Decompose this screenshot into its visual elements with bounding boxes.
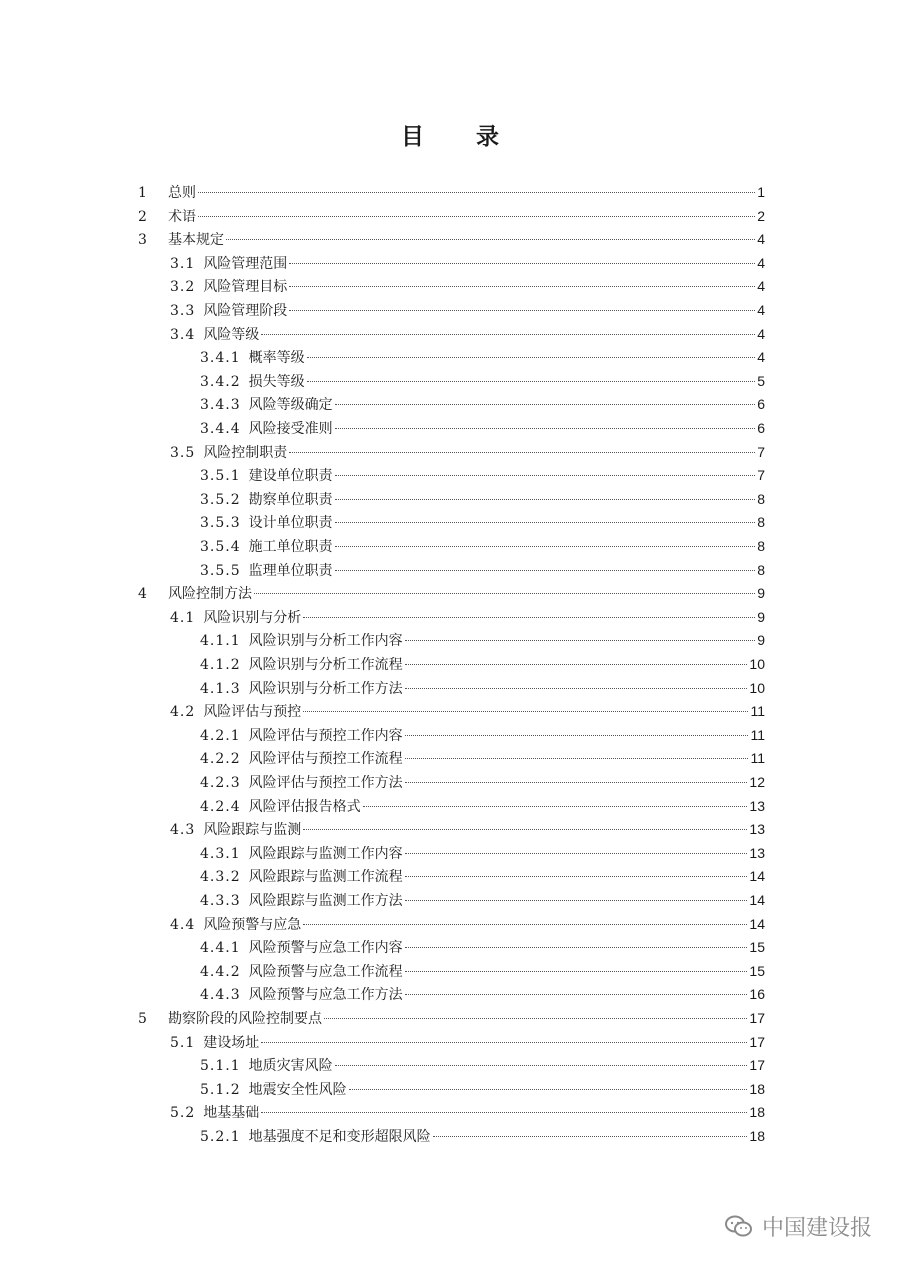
toc-entry[interactable] [170, 251, 765, 275]
toc-entry-label: 风险预警与应急工作内容 [248, 940, 403, 957]
toc-entry-label: 地基强度不足和变形超限风险 [248, 1129, 431, 1145]
toc-entry[interactable] [170, 699, 765, 723]
toc-entry-number: 3.4 [170, 326, 196, 343]
toc-entry-label: 风险等级 [203, 326, 260, 343]
dot-leader [405, 664, 748, 665]
dot-leader [335, 546, 756, 547]
toc-entry[interactable] [200, 392, 765, 416]
toc-entry-label: 地震安全性风险 [248, 1081, 347, 1098]
toc-entry-label: 风险评估与预控 [203, 704, 302, 721]
toc-entry-page: 9 [757, 632, 765, 649]
toc-entry[interactable] [200, 510, 765, 534]
toc-entry-number: 1 [138, 185, 148, 201]
dot-leader [307, 381, 756, 382]
toc-entry-label: 风险管理目标 [203, 279, 288, 296]
toc-entry[interactable] [138, 1006, 765, 1030]
dot-leader [405, 876, 748, 877]
toc-entry-number: 5 [138, 1011, 148, 1027]
toc-entry-label: 基本规定 [168, 232, 224, 249]
toc-entry[interactable] [200, 463, 765, 487]
dot-leader [335, 475, 756, 476]
toc-entry[interactable] [200, 369, 765, 393]
dot-leader [405, 640, 756, 641]
toc-entry-number: 4.1.2 [200, 657, 241, 673]
toc-entry-page: 8 [757, 538, 765, 554]
toc-entry-number: 5.1.1 [200, 1058, 241, 1075]
toc-entry[interactable] [200, 935, 765, 959]
toc-entry-page: 13 [749, 844, 765, 861]
toc-entry-label: 风险管理范围 [203, 255, 288, 272]
toc-entry[interactable] [138, 581, 765, 605]
toc-entry[interactable] [170, 322, 765, 346]
toc-entry-label: 地基基础 [203, 1105, 260, 1122]
toc-entry-label: 损失等级 [248, 373, 305, 390]
toc-entry-number: 4.2 [170, 704, 196, 721]
toc-entry-label: 设计单位职责 [248, 515, 333, 532]
toc-entry[interactable] [170, 1030, 765, 1054]
dot-leader [405, 735, 749, 736]
toc-entry-number: 3.5 [170, 444, 196, 461]
toc-entry-page: 17 [749, 1033, 765, 1050]
toc-entry-number: 4.3 [170, 822, 196, 839]
dot-leader [289, 452, 755, 453]
dot-leader [289, 286, 755, 287]
toc-entry-page: 15 [749, 962, 765, 979]
toc-entry-label: 风险识别与分析工作内容 [248, 633, 403, 650]
toc-entry-page: 6 [757, 420, 765, 436]
toc-entry-label: 风险跟踪与监测工作方法 [248, 893, 403, 909]
toc-entry-number: 3.5.4 [200, 539, 241, 555]
toc-entry-page: 11 [750, 750, 765, 767]
dot-leader [433, 1136, 748, 1137]
toc-entry-page: 9 [757, 585, 765, 602]
toc-entry-number: 3.4.1 [200, 350, 241, 367]
toc-entry-page: 18 [749, 1080, 765, 1097]
toc-entry-label: 风险控制方法 [168, 586, 252, 603]
toc-entry-page: 18 [749, 1104, 765, 1121]
toc-entry-number: 4.4.2 [200, 963, 241, 980]
toc-entry-page: 6 [757, 396, 765, 413]
toc-entry-number: 3.5.5 [200, 562, 241, 579]
toc-entry[interactable] [200, 652, 765, 676]
toc-entry-label: 风险识别与分析工作方法 [248, 680, 403, 697]
toc-entry[interactable] [200, 628, 765, 652]
toc-entry-number: 5.1.2 [200, 1081, 241, 1098]
dot-leader [303, 829, 747, 830]
toc-entry[interactable] [170, 912, 765, 936]
toc-entry-label: 建设单位职责 [248, 468, 333, 485]
dot-leader [405, 971, 748, 972]
toc-entry-label: 术语 [168, 208, 196, 225]
toc-entry-page: 5 [757, 372, 765, 389]
dot-leader [405, 688, 748, 689]
toc-entry-page: 4 [757, 254, 765, 271]
toc-entry-page: 7 [757, 467, 765, 484]
toc-entry-page: 8 [757, 514, 765, 531]
toc-entry-label: 总则 [168, 185, 196, 201]
page-title: 目 录 [400, 123, 521, 150]
toc-entry[interactable] [170, 817, 765, 841]
toc-entry[interactable] [200, 864, 765, 888]
toc-entry-label: 地质灾害风险 [248, 1058, 333, 1075]
toc-entry[interactable] [138, 204, 765, 228]
dot-leader [261, 1042, 747, 1043]
toc-entry-page: 17 [749, 1057, 765, 1074]
dot-leader [289, 263, 755, 264]
toc-entry-number: 4 [138, 586, 148, 603]
toc-entry[interactable] [170, 440, 765, 464]
toc-entry-number: 3.3 [170, 303, 196, 319]
toc-entry-number: 4.3.1 [200, 845, 241, 862]
toc-entry-number: 3.4.2 [200, 373, 241, 390]
toc-entry-label: 概率等级 [248, 350, 305, 367]
toc-entry-number: 3.4.3 [200, 397, 241, 414]
toc-entry-number: 4.3.2 [200, 869, 241, 886]
toc-entry-number: 4.1.3 [200, 680, 241, 697]
toc-entry-label: 风险预警与应急工作流程 [248, 963, 403, 980]
dot-leader [405, 782, 748, 783]
toc-entry-label: 勘察单位职责 [248, 491, 333, 508]
dot-leader [307, 357, 756, 358]
dot-leader [405, 758, 749, 759]
watermark-text: 中国建设报 [761, 1216, 872, 1241]
dot-leader [335, 428, 756, 429]
toc-entry[interactable] [170, 1100, 765, 1124]
toc-entry-number: 4.4 [170, 916, 196, 933]
toc-entry-label: 风险评估报告格式 [248, 798, 361, 815]
toc-entry[interactable] [138, 180, 765, 204]
toc-entry-page: 16 [749, 986, 765, 1003]
toc-entry[interactable] [170, 274, 765, 298]
toc-entry[interactable] [200, 746, 765, 770]
toc-entry-label: 风险评估与预控工作流程 [248, 751, 403, 768]
toc-entry-label: 风险跟踪与监测工作内容 [248, 845, 403, 862]
toc-entry-label: 施工单位职责 [248, 539, 333, 555]
toc-entry-page: 2 [757, 207, 765, 224]
toc-entry-label: 监理单位职责 [248, 562, 333, 579]
toc-entry-page: 4 [757, 325, 765, 342]
toc-entry-number: 4.1 [170, 609, 196, 626]
toc-entry-label: 风险预警与应急工作方法 [248, 987, 403, 1004]
toc-entry-page: 14 [749, 868, 765, 885]
dot-leader [324, 1018, 747, 1019]
toc-entry[interactable] [200, 676, 765, 700]
toc-entry-number: 3.5.1 [200, 468, 241, 485]
toc-entry-label: 风险等级确定 [248, 397, 333, 414]
toc-entry-number: 3.2 [170, 279, 196, 296]
dot-leader [303, 617, 755, 618]
toc-entry[interactable] [200, 345, 765, 369]
toc-entry-number: 5.2 [170, 1105, 196, 1122]
toc-entry[interactable] [200, 1053, 765, 1077]
toc-entry-page: 7 [757, 443, 765, 460]
dot-leader [303, 711, 748, 712]
dot-leader [335, 404, 756, 405]
toc-entry-label: 风险跟踪与监测工作流程 [248, 869, 403, 886]
dot-leader [335, 499, 756, 500]
toc-entry-label: 风险跟踪与监测 [203, 822, 302, 839]
toc-entry-page: 4 [757, 349, 765, 366]
toc-entry-number: 4.2.1 [200, 727, 241, 744]
toc-entry-label: 风险接受准则 [248, 421, 333, 437]
toc-entry-page: 1 [757, 184, 765, 200]
toc-entry[interactable] [200, 1124, 765, 1148]
toc-entry-number: 5.1 [170, 1034, 196, 1051]
toc-entry-label: 风险识别与分析 [203, 609, 302, 626]
toc-entry-page: 14 [749, 892, 765, 908]
toc-entry-page: 8 [757, 490, 765, 507]
toc-entry-page: 10 [749, 656, 765, 672]
dot-leader [405, 947, 748, 948]
toc-entry[interactable] [200, 558, 765, 582]
toc-entry[interactable] [138, 227, 765, 251]
toc-entry-label: 风险评估与预控工作内容 [248, 727, 403, 744]
toc-entry-number: 3.5.2 [200, 491, 241, 508]
toc-entry-number: 3.5.3 [200, 515, 241, 532]
toc-entry[interactable] [200, 982, 765, 1006]
toc-entry-number: 2 [138, 208, 148, 225]
toc-entry[interactable] [200, 770, 765, 794]
toc-entry[interactable] [200, 959, 765, 983]
dot-leader [405, 900, 748, 901]
toc-entry-label: 风险管理阶段 [203, 303, 288, 319]
toc-entry-page: 14 [749, 915, 765, 932]
toc-entry[interactable] [200, 841, 765, 865]
toc-entry-number: 3.4.4 [200, 421, 241, 437]
dot-leader [405, 853, 748, 854]
toc-entry-page: 4 [757, 278, 765, 295]
dot-leader [405, 994, 748, 995]
toc-entry-page: 8 [757, 561, 765, 578]
toc-entry-number: 5.2.1 [200, 1129, 241, 1145]
toc-entry-number: 4.2.4 [200, 798, 241, 815]
toc-entry-number: 4.2.3 [200, 775, 241, 791]
toc-entry[interactable] [200, 416, 765, 440]
toc-entry[interactable] [200, 1077, 765, 1101]
dot-leader [289, 310, 755, 311]
dot-leader [198, 192, 755, 193]
toc-entry-page: 9 [757, 608, 765, 625]
toc-entry-page: 13 [749, 797, 765, 814]
toc-entry-page: 4 [757, 302, 765, 318]
toc-entry[interactable] [170, 605, 765, 629]
toc-entry-label: 建设场址 [203, 1034, 260, 1051]
toc-entry-page: 10 [749, 679, 765, 696]
toc-entry-number: 4.4.1 [200, 940, 241, 957]
dot-leader [261, 1112, 747, 1113]
toc-entry-page: 4 [757, 231, 765, 248]
dot-leader [198, 216, 755, 217]
toc-entry-label: 风险控制职责 [203, 444, 288, 461]
toc-entry-number: 4.2.2 [200, 751, 241, 768]
dot-leader [335, 1065, 748, 1066]
dot-leader [303, 924, 747, 925]
toc-entry[interactable] [170, 298, 765, 322]
toc-entry-page: 17 [749, 1010, 765, 1026]
toc-entry-label: 风险评估与预控工作方法 [248, 775, 403, 791]
toc-entry-number: 4.4.3 [200, 987, 241, 1004]
toc-entry[interactable] [200, 534, 765, 558]
toc-entry-label: 风险识别与分析工作流程 [248, 657, 403, 673]
toc-entry-page: 12 [749, 774, 765, 790]
toc-entry-number: 3.1 [170, 255, 196, 272]
toc-entry[interactable] [200, 888, 765, 912]
toc-entry[interactable] [200, 794, 765, 818]
toc-entry-label: 勘察阶段的风险控制要点 [168, 1011, 322, 1027]
toc-entry-page: 11 [750, 703, 765, 720]
toc-entry-number: 4.1.1 [200, 633, 241, 650]
dot-leader [349, 1089, 748, 1090]
toc-entry-label: 风险预警与应急 [203, 916, 302, 933]
toc-entry-page: 13 [749, 821, 765, 838]
toc-entry[interactable] [200, 487, 765, 511]
dot-leader [335, 522, 756, 523]
toc-entry-number: 3 [138, 232, 148, 249]
dot-leader [261, 334, 755, 335]
toc-entry-page: 11 [750, 726, 765, 743]
dot-leader [363, 806, 748, 807]
wechat-icon [724, 1214, 754, 1240]
toc-entry[interactable] [200, 723, 765, 747]
dot-leader [254, 593, 755, 594]
toc-entry-page: 15 [749, 939, 765, 956]
dot-leader [335, 570, 756, 571]
toc-entry-number: 4.3.3 [200, 893, 241, 909]
watermark [724, 1211, 872, 1242]
toc-entry-page: 18 [749, 1128, 765, 1144]
dot-leader [226, 239, 755, 240]
